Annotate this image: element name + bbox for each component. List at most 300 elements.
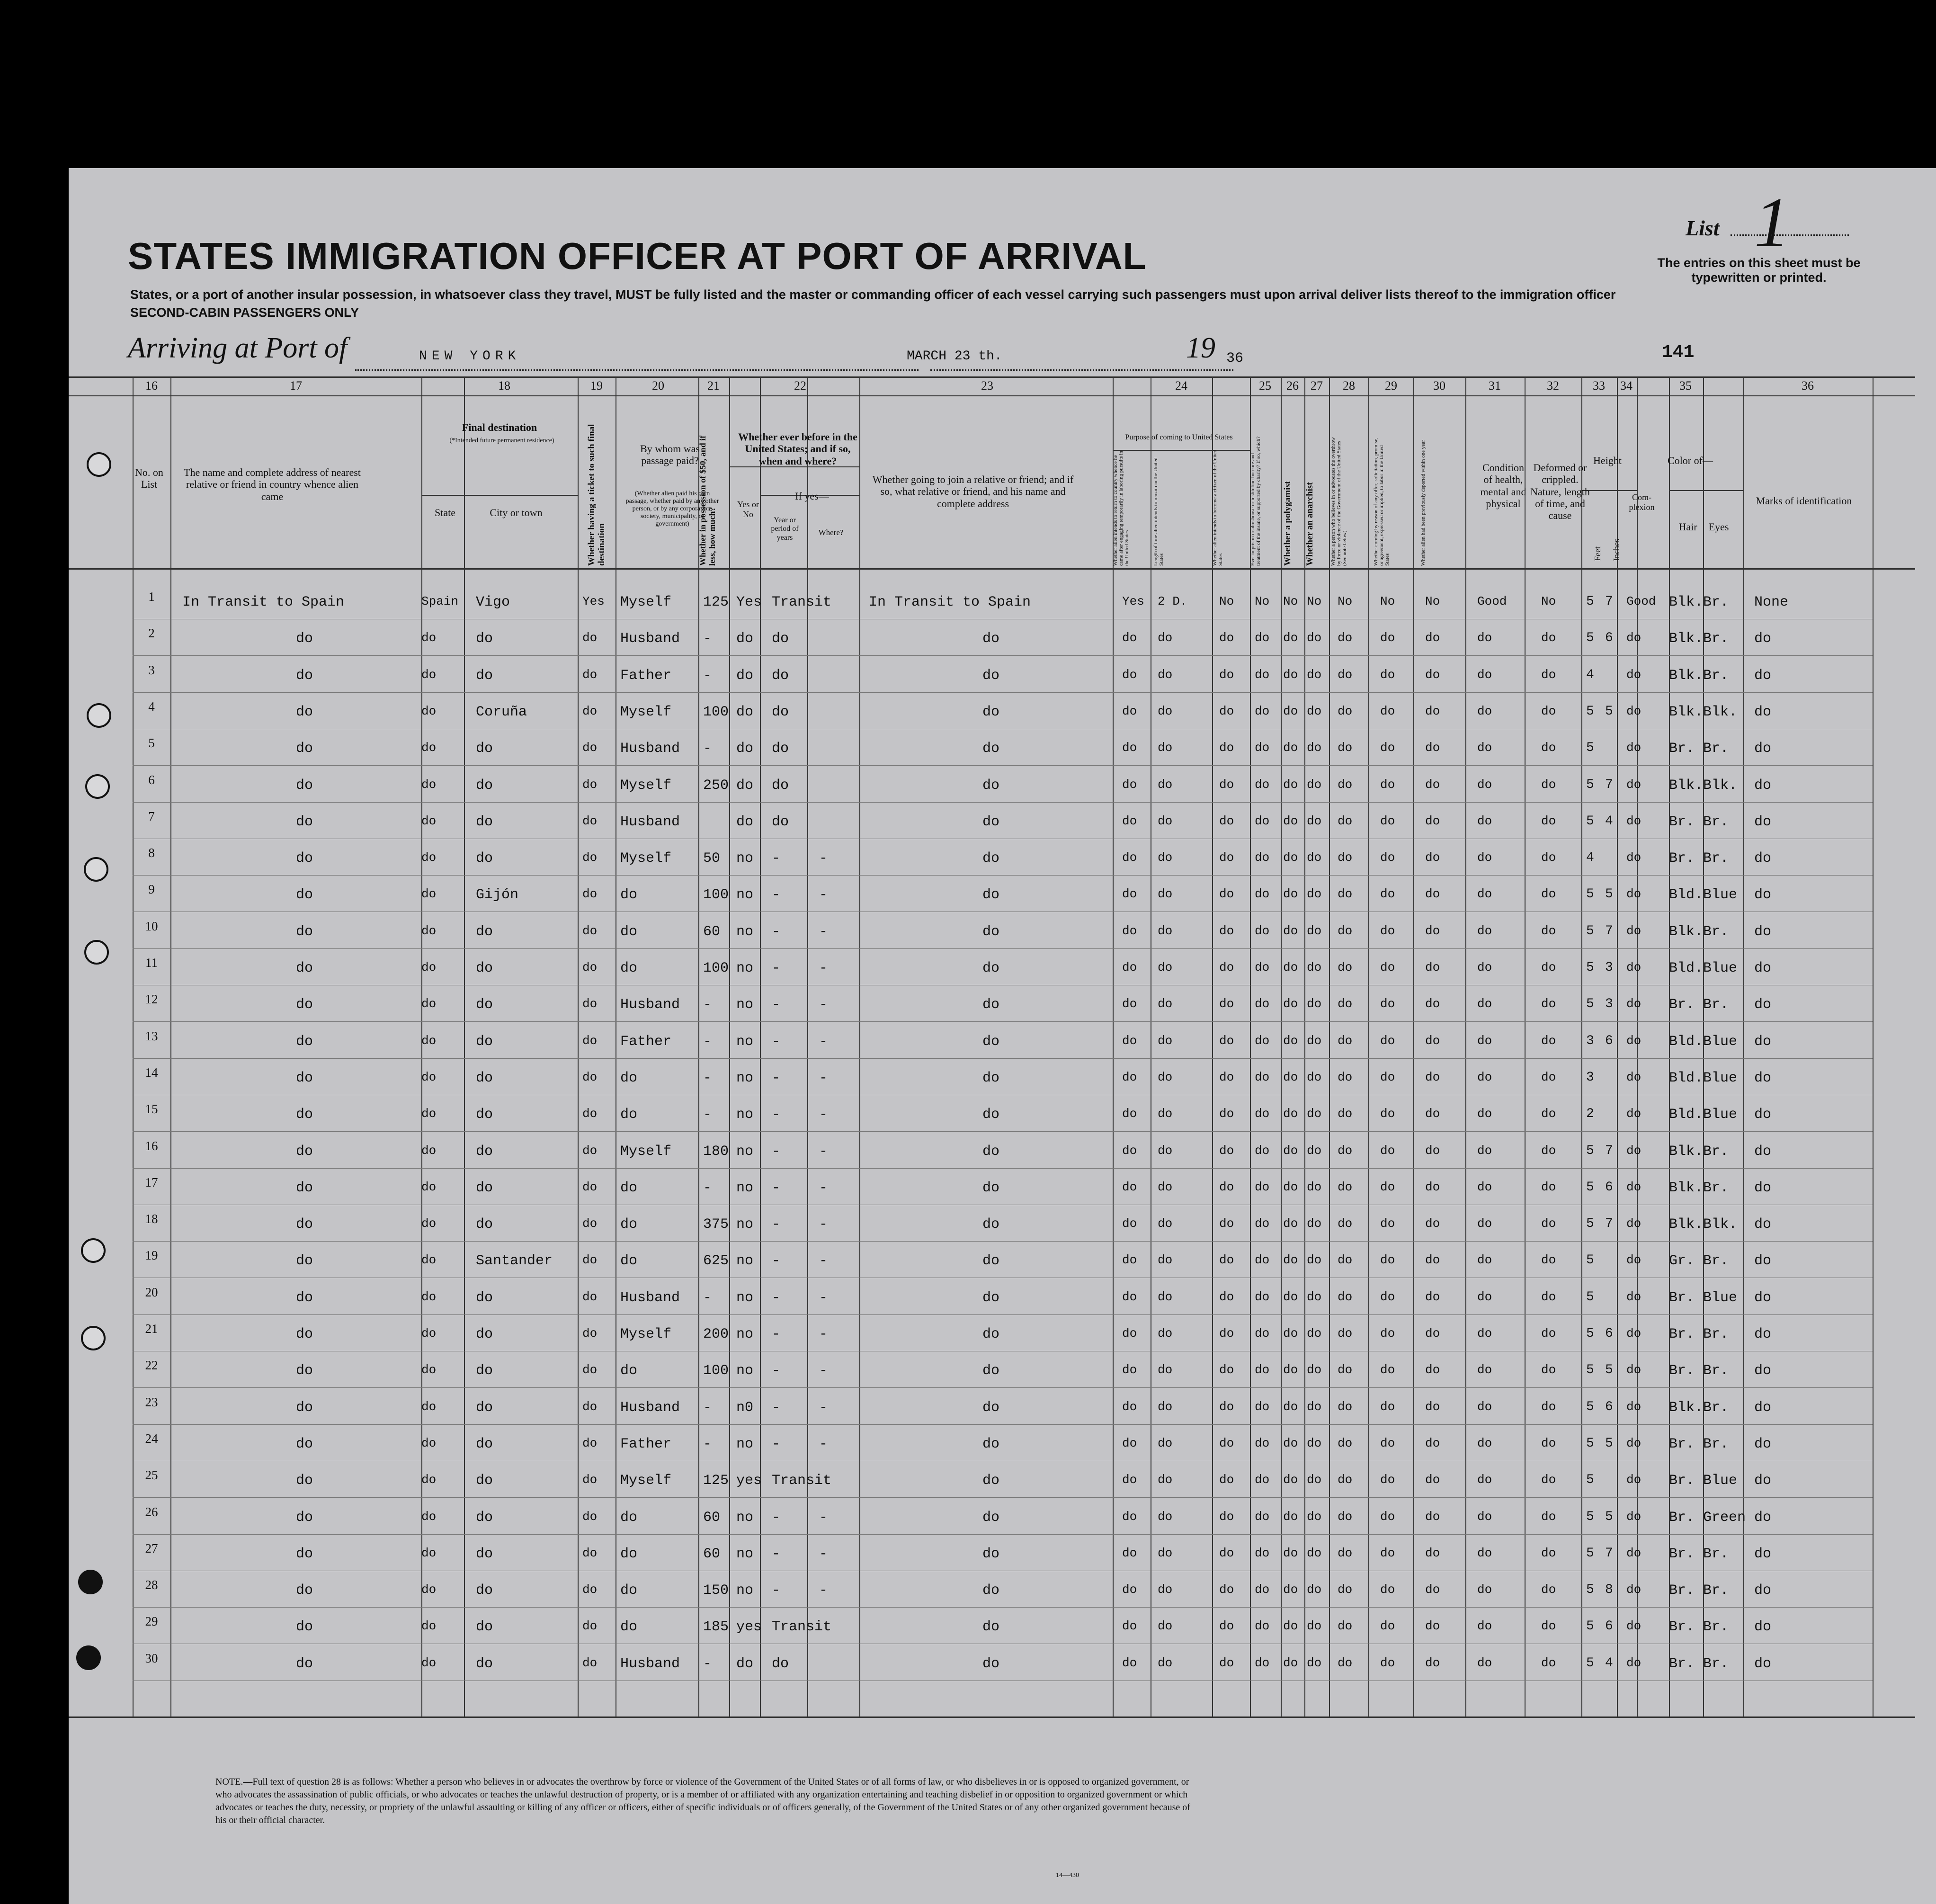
header-hair: Hair [1678, 521, 1697, 533]
purpose-citizen-cell: do [1219, 778, 1234, 792]
purpose-return-cell: do [1122, 704, 1137, 718]
year-cell: - [772, 924, 781, 940]
before-in-us-cell: do [736, 814, 754, 830]
city-cell: do [476, 1034, 493, 1050]
q30-cell: do [1425, 1510, 1440, 1524]
height-inches-cell: 3 [1605, 997, 1613, 1011]
q30-cell: do [1425, 850, 1440, 865]
column-rule [1873, 376, 1874, 1716]
city-cell: do [476, 814, 493, 830]
year-cell: do [772, 814, 789, 830]
deformed-cell: do [1541, 850, 1556, 865]
money-cell: - [703, 997, 712, 1013]
year-cell: do [772, 1656, 789, 1672]
health-cell: do [1477, 814, 1492, 828]
joining-cell: do [982, 814, 1000, 830]
year-cell: Transit [772, 1473, 832, 1489]
health-cell: do [1477, 1656, 1492, 1670]
column-number: 28 [1343, 379, 1355, 393]
purpose-citizen-cell: do [1219, 814, 1234, 828]
punch-hole-icon [76, 1645, 101, 1670]
header-feet: Feet [1593, 546, 1602, 561]
year-cell: - [772, 850, 781, 867]
row-number: 6 [148, 773, 155, 787]
polygamist-cell: do [1283, 1070, 1298, 1084]
q29-cell: do [1380, 924, 1395, 938]
state-cell: do [421, 1363, 437, 1377]
year-cell: do [772, 631, 789, 647]
health-cell: do [1477, 778, 1492, 792]
height-feet-cell: 3 [1586, 1034, 1594, 1048]
q30-cell: do [1425, 1180, 1440, 1194]
relative-address-cell: do [296, 1473, 313, 1489]
health-cell: do [1477, 850, 1492, 865]
prison-cell: do [1255, 1510, 1270, 1524]
passage-paid-cell: Husband [620, 997, 680, 1013]
purpose-length-cell: do [1158, 1400, 1173, 1414]
height-inches-cell: 5 [1605, 1436, 1613, 1451]
deformed-cell: do [1541, 1436, 1556, 1450]
before-in-us-cell: no [736, 924, 754, 940]
relative-address-cell: do [296, 741, 313, 757]
passage-paid-cell: Husband [620, 1656, 680, 1672]
purpose-citizen-cell: do [1219, 1363, 1234, 1377]
column-number: 19 [590, 379, 603, 393]
purpose-citizen-cell: do [1219, 1656, 1234, 1670]
date-underline [930, 369, 1233, 371]
height-feet-cell: 5 [1586, 960, 1594, 975]
ticket-cell: do [582, 668, 598, 682]
header-state: State [435, 507, 455, 518]
form-number: 14—430 [1056, 1872, 1079, 1879]
polygamist-cell: do [1283, 1619, 1298, 1633]
health-cell: do [1477, 1253, 1492, 1267]
year-cell: - [772, 1034, 781, 1050]
money-cell: 60 [703, 924, 721, 940]
state-cell: do [421, 1107, 437, 1121]
height-inches-cell: 7 [1605, 1144, 1613, 1158]
prison-cell: do [1255, 850, 1270, 865]
marks-cell: do [1754, 1253, 1772, 1269]
city-cell: do [476, 1400, 493, 1416]
ticket-cell: do [582, 1070, 598, 1084]
height-feet-cell: 5 [1586, 1290, 1594, 1305]
prison-cell: do [1255, 1582, 1270, 1597]
hair-color-cell: Br. [1669, 741, 1695, 757]
polygamist-cell: do [1283, 1656, 1298, 1670]
polygamist-cell: do [1283, 1107, 1298, 1121]
row-number: 21 [145, 1322, 158, 1336]
city-cell: do [476, 997, 493, 1013]
row-rule [133, 1314, 1873, 1315]
relative-address-cell: do [296, 668, 313, 684]
complexion-cell: do [1626, 1619, 1642, 1633]
before-in-us-cell: yes [736, 1619, 762, 1635]
row-number: 25 [145, 1468, 158, 1482]
relative-address-cell: do [296, 1216, 313, 1233]
purpose-length-cell: do [1158, 1180, 1173, 1194]
row-number: 24 [145, 1431, 158, 1446]
punch-hole-icon [87, 452, 111, 477]
year-cell: - [772, 1326, 781, 1342]
port-name: NEW YORK [419, 349, 521, 364]
ticket-cell: do [582, 1253, 598, 1267]
polygamist-cell: do [1283, 668, 1298, 682]
height-feet-cell: 5 [1586, 924, 1594, 939]
city-cell: do [476, 1546, 493, 1562]
before-in-us-cell: yes [736, 1473, 762, 1489]
arrival-date: MARCH 23 th. [907, 349, 1002, 364]
height-inches-cell: 6 [1605, 631, 1613, 645]
row-rule [133, 1497, 1873, 1498]
anarchist-cell: do [1307, 1363, 1322, 1377]
purpose-length-cell: do [1158, 1582, 1173, 1597]
marks-cell: do [1754, 1546, 1772, 1562]
q28-cell: do [1338, 814, 1353, 828]
joining-cell: do [982, 668, 1000, 684]
anarchist-cell: do [1307, 1180, 1322, 1194]
marks-cell: do [1754, 850, 1772, 867]
year-cell: - [772, 1546, 781, 1562]
table-top-rule [69, 376, 1915, 378]
purpose-length-cell: do [1158, 887, 1173, 901]
where-cell: - [819, 960, 828, 976]
height-feet-cell: 5 [1586, 1363, 1594, 1377]
header-condition: Condition of health, mental and physical [1480, 462, 1526, 510]
header-yes-or-no: Yes or No [737, 500, 759, 519]
health-cell: do [1477, 1107, 1492, 1121]
where-cell: - [819, 1436, 828, 1452]
city-cell: do [476, 631, 493, 647]
column-rule [1304, 376, 1305, 1716]
q28-cell: do [1338, 1619, 1353, 1633]
table-bottom-rule [69, 1716, 1915, 1718]
hair-color-cell: Br. [1669, 997, 1695, 1013]
row-rule [133, 875, 1873, 876]
column-rule [1465, 376, 1466, 1716]
q29-cell: do [1380, 887, 1395, 901]
row-rule [133, 765, 1873, 766]
health-cell: do [1477, 1400, 1492, 1414]
header-bottom-rule [69, 568, 1915, 570]
state-cell: do [421, 1582, 437, 1597]
year-cell: do [772, 668, 789, 684]
passage-paid-cell: do [620, 1510, 638, 1526]
punch-hole-icon [85, 774, 110, 799]
prison-cell: do [1255, 1144, 1270, 1158]
state-cell: do [421, 1070, 437, 1084]
height-feet-cell: 5 [1586, 1436, 1594, 1451]
prison-cell: do [1255, 778, 1270, 792]
column-rule [1413, 376, 1414, 1716]
q28-cell: do [1338, 924, 1353, 938]
ticket-cell: do [582, 741, 598, 755]
ticket-cell: do [582, 1326, 598, 1341]
joining-cell: do [982, 631, 1000, 647]
year-cell: Transit [772, 1619, 832, 1635]
polygamist-cell: do [1283, 887, 1298, 901]
where-cell: - [819, 1034, 828, 1050]
complexion-cell: do [1626, 960, 1642, 974]
complexion-cell: do [1626, 997, 1642, 1011]
deformed-cell: do [1541, 1144, 1556, 1158]
q29-cell: do [1380, 1400, 1395, 1414]
complexion-cell: do [1626, 1363, 1642, 1377]
relative-address-cell: do [296, 1144, 313, 1160]
anarchist-cell: do [1307, 960, 1322, 974]
money-cell: - [703, 1107, 712, 1123]
where-cell: - [819, 1107, 828, 1123]
before-in-us-cell: no [736, 997, 754, 1013]
state-cell: Spain [421, 594, 459, 608]
deformed-cell: do [1541, 1253, 1556, 1267]
joining-cell: do [982, 1216, 1000, 1233]
relative-address-cell: do [296, 1326, 313, 1342]
column-number: 17 [290, 379, 302, 393]
purpose-citizen-cell: do [1219, 1510, 1234, 1524]
q29-cell: do [1380, 1473, 1395, 1487]
marks-cell: do [1754, 631, 1772, 647]
passage-paid-cell: Husband [620, 814, 680, 830]
joining-cell: In Transit to Spain [869, 594, 1031, 610]
purpose-citizen-cell: No [1219, 594, 1234, 608]
purpose-return-cell: do [1122, 924, 1137, 938]
eye-color-cell: Br. [1703, 1180, 1729, 1196]
before-in-us-cell: n0 [736, 1400, 754, 1416]
polygamist-cell: do [1283, 1400, 1298, 1414]
marks-cell: do [1754, 924, 1772, 940]
purpose-length-cell: do [1158, 924, 1173, 938]
column-rule [1250, 376, 1251, 1716]
prison-cell: do [1255, 1546, 1270, 1560]
money-cell: 180 [703, 1144, 729, 1160]
row-number: 4 [148, 699, 155, 714]
header-final-destination-note: (*Intended future permanent residence) [449, 437, 554, 444]
purpose-length-cell: do [1158, 1510, 1173, 1524]
column-rule [760, 376, 761, 1716]
where-cell: - [819, 1070, 828, 1086]
polygamist-cell: do [1283, 704, 1298, 718]
health-cell: do [1477, 887, 1492, 901]
marks-cell: do [1754, 778, 1772, 794]
punch-hole-icon [78, 1570, 103, 1594]
year-cell: - [772, 1363, 781, 1379]
row-number: 30 [145, 1651, 158, 1665]
row-number: 9 [148, 882, 155, 896]
q30-cell: do [1425, 668, 1440, 682]
column-number: 32 [1547, 379, 1559, 393]
health-cell: do [1477, 1436, 1492, 1450]
city-cell: do [476, 1473, 493, 1489]
city-cell: do [476, 1290, 493, 1306]
height-feet-cell: 5 [1586, 887, 1594, 902]
city-cell: do [476, 1582, 493, 1599]
state-cell: do [421, 1619, 437, 1633]
column-rule [807, 376, 808, 1716]
punch-hole-icon [87, 703, 111, 728]
deformed-cell: do [1541, 1107, 1556, 1121]
purpose-citizen-cell: do [1219, 887, 1234, 901]
ticket-cell: do [582, 850, 598, 865]
prison-cell: do [1255, 631, 1270, 645]
header-where: Where? [818, 528, 844, 537]
eye-color-cell: Br. [1703, 814, 1729, 830]
city-cell: do [476, 1216, 493, 1233]
header-marks: Marks of identification [1756, 495, 1852, 507]
row-rule [133, 1021, 1873, 1022]
header-no-on-list: No. on List [135, 466, 163, 491]
state-cell: do [421, 778, 437, 792]
purpose-length-cell: do [1158, 1144, 1173, 1158]
list-label: List [1686, 216, 1720, 240]
q28-cell: do [1338, 1034, 1353, 1048]
height-inches-cell: 4 [1605, 814, 1613, 829]
q29-cell: do [1380, 1619, 1395, 1633]
q30-cell: do [1425, 924, 1440, 938]
where-cell: - [819, 1582, 828, 1599]
height-feet-cell: 5 [1586, 778, 1594, 792]
state-cell: do [421, 1326, 437, 1341]
marks-cell: do [1754, 1144, 1772, 1160]
anarchist-cell: do [1307, 741, 1322, 755]
before-in-us-cell: no [736, 1290, 754, 1306]
health-cell: do [1477, 631, 1492, 645]
row-number: 27 [145, 1541, 158, 1555]
q28-cell: do [1338, 1326, 1353, 1341]
money-cell: 200 [703, 1326, 729, 1342]
purpose-citizen-cell: do [1219, 668, 1234, 682]
q30-cell: do [1425, 1216, 1440, 1231]
anarchist-cell: do [1307, 814, 1322, 828]
purpose-citizen-cell: do [1219, 741, 1234, 755]
year-cell: - [772, 1144, 781, 1160]
before-in-us-cell: no [736, 1363, 754, 1379]
city-cell: Coruña [476, 704, 527, 720]
height-inches-cell: 5 [1605, 704, 1613, 719]
purpose-length-cell: do [1158, 1107, 1173, 1121]
punch-hole-icon [81, 1326, 106, 1350]
polygamist-cell: do [1283, 1290, 1298, 1304]
prison-cell: do [1255, 887, 1270, 901]
city-cell: do [476, 1070, 493, 1086]
row-rule [133, 1607, 1873, 1608]
ticket-cell: do [582, 1582, 598, 1597]
state-cell: do [421, 960, 437, 974]
where-cell: - [819, 887, 828, 903]
q29-cell: do [1380, 631, 1395, 645]
header-purpose-citizen: Whether alien intends to become a citizen of the United States [1212, 449, 1224, 566]
anarchist-cell: do [1307, 778, 1322, 792]
q29-cell: No [1380, 594, 1395, 608]
relative-address-cell: do [296, 1363, 313, 1379]
ticket-cell: do [582, 1363, 598, 1377]
q29-cell: do [1380, 1107, 1395, 1121]
health-cell: do [1477, 668, 1492, 682]
relative-address-cell: do [296, 1400, 313, 1416]
state-cell: do [421, 1473, 437, 1487]
deformed-cell: do [1541, 1363, 1556, 1377]
purpose-length-cell: do [1158, 997, 1173, 1011]
purpose-return-cell: do [1122, 1473, 1137, 1487]
relative-address-cell: do [296, 1107, 313, 1123]
ticket-cell: do [582, 1034, 598, 1048]
q30-cell: do [1425, 1400, 1440, 1414]
state-cell: do [421, 1436, 437, 1450]
deformed-cell: do [1541, 924, 1556, 938]
where-cell: - [819, 1546, 828, 1562]
anarchist-cell: do [1307, 997, 1322, 1011]
ticket-cell: do [582, 1546, 598, 1560]
deformed-cell: do [1541, 814, 1556, 828]
height-inches-cell: 7 [1605, 1546, 1613, 1561]
eye-color-cell: Blue [1703, 1034, 1738, 1050]
header-passage-paid: By whom was passage paid? [640, 443, 700, 467]
prison-cell: do [1255, 704, 1270, 718]
row-number: 1 [148, 590, 155, 604]
hair-color-cell: Br. [1669, 1436, 1695, 1452]
q29-cell: do [1380, 1582, 1395, 1597]
year-cell: - [772, 1070, 781, 1086]
where-cell: - [819, 1144, 828, 1160]
ticket-cell: do [582, 1400, 598, 1414]
list-underline [1731, 234, 1849, 236]
q28-cell: do [1338, 887, 1353, 901]
q29-cell: do [1380, 1144, 1395, 1158]
prison-cell: do [1255, 960, 1270, 974]
marks-cell: do [1754, 1326, 1772, 1342]
polygamist-cell: do [1283, 1144, 1298, 1158]
height-feet-cell: 5 [1586, 704, 1594, 719]
q30-cell: do [1425, 997, 1440, 1011]
prison-cell: do [1255, 1363, 1270, 1377]
anarchist-cell: do [1307, 887, 1322, 901]
marks-cell: do [1754, 704, 1772, 720]
eye-color-cell: Blue [1703, 1290, 1738, 1306]
purpose-length-cell: do [1158, 1034, 1173, 1048]
relative-address-cell: do [296, 1070, 313, 1086]
health-cell: do [1477, 1034, 1492, 1048]
sheet-number: 141 [1662, 342, 1695, 363]
eye-color-cell: Blue [1703, 887, 1738, 903]
passage-paid-cell: Husband [620, 1400, 680, 1416]
polygamist-cell: do [1283, 850, 1298, 865]
purpose-length-cell: do [1158, 1216, 1173, 1231]
column-rule [859, 376, 860, 1716]
column-rule [1368, 376, 1369, 1716]
polygamist-cell: do [1283, 1436, 1298, 1450]
deformed-cell: do [1541, 997, 1556, 1011]
height-inches-cell: 7 [1605, 1216, 1613, 1231]
joining-cell: do [982, 1510, 1000, 1526]
complexion-cell: do [1626, 741, 1642, 755]
before-in-us-cell: do [736, 1656, 754, 1672]
q30-cell: do [1425, 887, 1440, 901]
eye-color-cell: Br. [1703, 631, 1729, 647]
anarchist-cell: do [1307, 1436, 1322, 1450]
complexion-cell: do [1626, 704, 1642, 718]
height-feet-cell: 4 [1586, 850, 1594, 865]
year-cell: - [772, 1400, 781, 1416]
passage-paid-cell: do [620, 1582, 638, 1599]
joining-cell: do [982, 1290, 1000, 1306]
hair-color-cell: Br. [1669, 850, 1695, 867]
joining-cell: do [982, 1144, 1000, 1160]
header-final-destination: Final destination [462, 421, 537, 433]
q29-cell: do [1380, 704, 1395, 718]
header-before-in-us: Whether ever before in the United States; and if so, when and where? [738, 431, 857, 467]
q29-cell: do [1380, 1290, 1395, 1304]
q30-cell: do [1425, 1546, 1440, 1560]
